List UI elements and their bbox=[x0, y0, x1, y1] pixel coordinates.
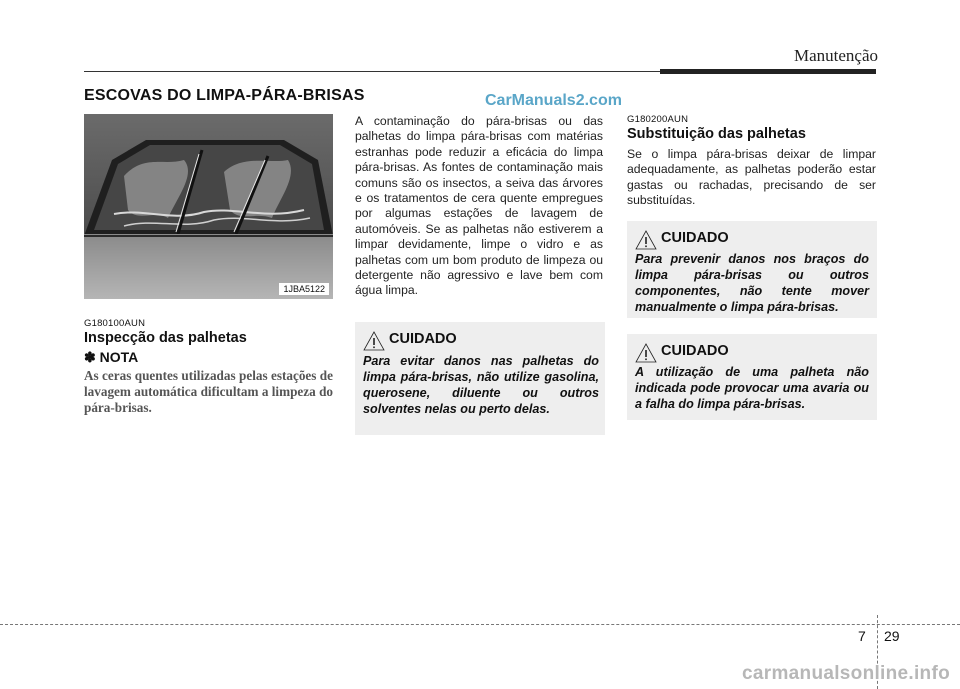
caution-title: CUIDADO bbox=[389, 331, 457, 347]
header-rule bbox=[84, 71, 660, 72]
chapter-header-title: Manutenção bbox=[793, 46, 878, 65]
contamination-paragraph: A contaminação do pára-brisas ou das palhetas do limpa pára-brisas com matérias estranhas pode reduzir a eficácia do limpa pára-brisas. As fontes de contaminação mais comuns são os insectos, a seiva das árvores e os tratamentos de cera quente empregues por algumas estações de lavagem de automóveis. Se as palhetas não estiverem a limpar devidamente, limpe o vidro e as palhetas com um bom produto de limpeza ou detergente não agressivo e lave bem com água limpa. bbox=[355, 114, 603, 298]
replacement-title: Substituição das palhetas bbox=[627, 126, 806, 142]
caution-box-solvents bbox=[355, 322, 605, 435]
header-rule-thick bbox=[660, 69, 876, 74]
caution-title: CUIDADO bbox=[661, 343, 729, 359]
windshield-wiper-photo bbox=[84, 114, 333, 299]
caution-title: CUIDADO bbox=[661, 230, 729, 246]
nota-label: NOTA bbox=[99, 349, 139, 365]
image-code-label: 1JBA5122 bbox=[279, 283, 329, 295]
footer-rule bbox=[0, 624, 960, 625]
inspection-code: G180100AUN bbox=[84, 318, 146, 329]
caution-heading bbox=[635, 342, 869, 364]
caution-heading bbox=[363, 330, 597, 352]
replacement-paragraph: Se o limpa pára-brisas deixar de limpar adequadamente, as palhetas poderão estar gastas ou rachadas, precisando de ser substituídas. bbox=[627, 147, 876, 208]
nota-heading bbox=[84, 349, 138, 366]
section-title: ESCOVAS DO LIMPA-PÁRA-BRISAS bbox=[84, 87, 365, 104]
nota-text: As ceras quentes utilizadas pelas estações de lavagem automática dificultam a limpeza do pára-brisas. bbox=[84, 368, 333, 415]
caution-box-manual-move bbox=[627, 221, 877, 318]
caution-text: Para prevenir danos nos braços do limpa pára-brisas ou outros componentes, não tente mover manualmente o limpa pára-brisas. bbox=[635, 252, 869, 314]
replacement-code: G180200AUN bbox=[627, 114, 689, 125]
nota-asterisk-icon: ✽ bbox=[84, 349, 96, 365]
watermark-bottom: carmanualsonline.info bbox=[742, 663, 950, 684]
windshield-illustration bbox=[84, 114, 333, 299]
caution-box-wrong-blade bbox=[627, 334, 877, 420]
watermark-top: CarManuals2.com bbox=[485, 92, 622, 109]
inspection-title: Inspecção das palhetas bbox=[84, 330, 247, 346]
warning-icon bbox=[635, 342, 657, 364]
caution-text: A utilização de uma palheta não indicada pode provocar uma avaria ou a falha do limpa pára-brisas. bbox=[635, 365, 869, 411]
chapter-number: 7 bbox=[858, 628, 866, 644]
page-number: 29 bbox=[884, 628, 900, 644]
warning-icon bbox=[635, 229, 657, 251]
caution-heading bbox=[635, 229, 869, 251]
caution-text: Para evitar danos nas palhetas do limpa pára-brisas, não utilize gasolina, querosene, diluente ou outros solventes nelas ou perto delas. bbox=[363, 354, 599, 416]
warning-icon bbox=[363, 330, 385, 352]
